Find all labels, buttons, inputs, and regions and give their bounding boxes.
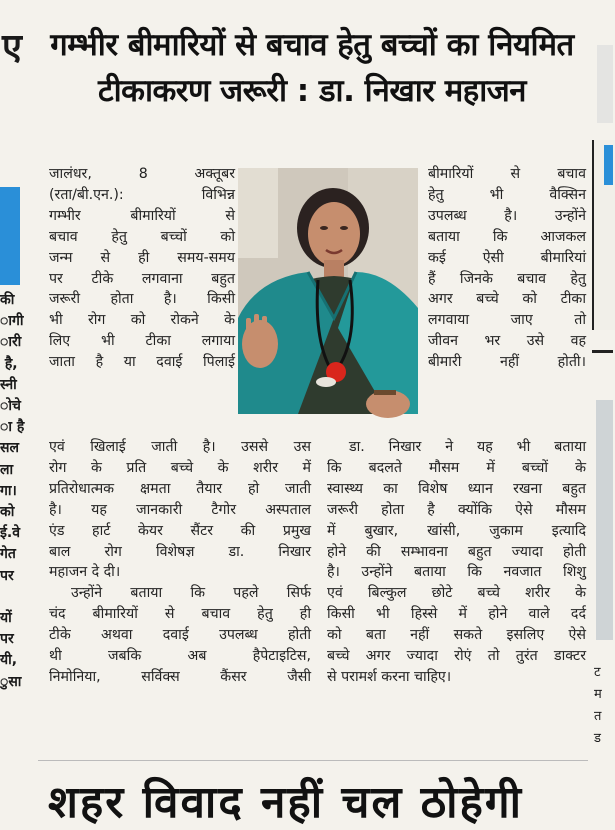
article-line: कई ऐसी बीमारियां xyxy=(428,249,586,266)
left-fragment-line: ई.वे xyxy=(0,525,20,542)
article-line: है। उन्होंने बताया कि नवजात शिशु xyxy=(327,564,586,581)
left-fragment-line: स्नी xyxy=(0,376,17,393)
article-line: जीवन भर उसे वह xyxy=(428,333,586,350)
article-line: को बता नहीं सकते इसलिए ऐसे xyxy=(327,627,586,644)
article-line: कि बदलते मौसम में बच्चों के xyxy=(327,459,586,476)
article-line: डा. निखार ने यह भी बताया xyxy=(349,439,586,455)
article-column-lower-right xyxy=(327,437,586,688)
left-fragment-line: यी, xyxy=(0,652,18,669)
doctor-photo xyxy=(238,168,418,414)
portrait-illustration xyxy=(238,168,418,414)
left-blue-block xyxy=(0,187,20,285)
next-headline-text: शहर विवाद नहीं चल ठोहेगी xyxy=(48,777,524,828)
left-fragment-line: यों xyxy=(0,610,12,627)
left-fragment-line: ला xyxy=(0,461,14,478)
right-rule xyxy=(592,350,613,353)
article-line: उन्होंने बताया कि पहले सिर्फ xyxy=(71,585,311,602)
article-line: जरूरी होता है क्योंकि ऐसे मौसम xyxy=(327,501,586,518)
article-line: बचाव हेतु बच्चों को xyxy=(49,228,235,245)
left-headline-fragment: ए xyxy=(2,27,22,68)
article-line: (रता/बी.एन.): विभिन्न xyxy=(49,186,235,203)
left-fragment-line: को xyxy=(0,504,15,521)
article-line: होने की सम्भावना बहुत ज्यादा होती xyxy=(327,543,586,560)
left-fragment-line: गेत xyxy=(0,546,16,563)
article-line: एवं बिल्कुल छोटे बच्चे शरीर के xyxy=(327,585,586,602)
article-line: टीके अथवा दवाई उपलब्ध होती xyxy=(49,627,311,644)
article-line: अगर बच्चे को टीका xyxy=(428,291,586,308)
article-column-3 xyxy=(428,164,586,373)
right-blue-block xyxy=(604,145,613,185)
left-fragment-line: पर xyxy=(0,567,14,584)
left-fragment-line: की xyxy=(0,292,15,308)
article-line: उपलब्ध है। उन्होंने xyxy=(428,207,586,224)
right-fragment-line: ट xyxy=(594,665,601,680)
article-line: एंड हार्ट केयर सैंटर की प्रमुख xyxy=(49,522,311,539)
article-line: में बुखार, खांसी, जुकाम इत्यादि xyxy=(327,522,586,539)
article-line: चंद बीमारियों से बचाव हेतु ही xyxy=(49,606,311,623)
article-line: लगवाया जाए तो xyxy=(428,312,586,329)
left-fragment-line xyxy=(0,587,40,608)
article-line: जन्म से ही समय-समय xyxy=(49,249,235,266)
article-line: जरूरी होता है। किसी xyxy=(49,291,235,308)
article-headline xyxy=(38,26,586,107)
article-line: बच्चे अगर ज्यादा रोएं तो तुरंत डाक्टर xyxy=(327,648,586,665)
article-line: बीमारी नहीं होती। xyxy=(428,354,586,371)
next-headline-cut xyxy=(38,770,586,828)
left-fragment-line: ारी xyxy=(0,334,22,351)
right-fragment-line: ड xyxy=(594,731,601,746)
right-grey-block xyxy=(597,45,613,123)
left-fragment-line: ुसा xyxy=(0,673,22,690)
article-line: बाल रोग विशेषज्ञ डा. निखार xyxy=(49,543,311,560)
article-line: गम्भीर बीमारियों से xyxy=(49,207,235,224)
right-text-fragments xyxy=(594,662,602,750)
left-fragment-line: ा है xyxy=(0,419,25,436)
section-divider xyxy=(38,760,588,761)
left-fragment-line: पर xyxy=(0,631,14,648)
right-photo-fragment xyxy=(596,400,613,640)
article-line: निमोनिया, सर्विक्स कैंसर जैसी xyxy=(49,668,311,685)
article-line: थी जबकि अब हैपेटाइटिस, xyxy=(49,648,311,665)
article-line: किसी भी हिस्से में होने वाले दर्द xyxy=(327,606,586,623)
article-line: हैं जिनके बचाव हेतु xyxy=(428,270,586,287)
article-line: हेतु भी वैक्सिन xyxy=(428,186,586,203)
article-line: बताया कि आजकल xyxy=(428,228,586,245)
article-line: रोग के प्रति बच्चे के शरीर में xyxy=(49,459,311,476)
article-line: है। यह जानकारी टैगोर अस्पताल xyxy=(49,501,311,518)
article-column-1 xyxy=(49,164,235,373)
article-line: से परामर्श करना चाहिए। xyxy=(327,668,452,685)
article-line: भी रोग को रोकने के xyxy=(49,312,235,329)
article-line: एवं खिलाई जाती है। उससे उस xyxy=(49,439,311,455)
left-fragment-line: सल xyxy=(0,440,19,457)
article-line: स्वास्थ्य का विशेष ध्यान रखना बहुत xyxy=(327,480,586,497)
left-fragment-line: ागी xyxy=(0,313,24,330)
left-fragment-line: गा। xyxy=(0,482,17,499)
headline-line-2: टीकाकरण जरूरी : डा. निखार महाजन xyxy=(98,72,526,109)
article-line: प्रतिरोधात्मक क्षमता तैयार हो जाती xyxy=(49,480,311,497)
headline-line-1: गम्भीर बीमारियों से बचाव हेतु बच्चों का नियमित xyxy=(50,27,574,63)
article-line: जाता है या दवाई पिलाई xyxy=(49,354,235,371)
right-fragment-line: म xyxy=(594,687,602,702)
article-line: पर टीके लगवाना बहुत xyxy=(49,270,235,287)
article-line: महाजन दे दी। xyxy=(49,564,121,581)
article-line: बीमारियों से बचाव xyxy=(428,166,586,182)
left-fragment-line: है, xyxy=(0,355,18,372)
left-fragment-line: ोचे xyxy=(0,398,21,415)
left-text-fragments xyxy=(0,290,40,693)
article-line: जालंधर, 8 अक्तूबर xyxy=(49,166,235,182)
article-column-lower-left xyxy=(49,437,311,688)
adjacent-article-left xyxy=(0,0,34,800)
adjacent-article-right xyxy=(590,0,613,800)
article-line: लिए भी टीका लगाया xyxy=(49,333,235,350)
right-fragment-line: त xyxy=(594,709,602,724)
